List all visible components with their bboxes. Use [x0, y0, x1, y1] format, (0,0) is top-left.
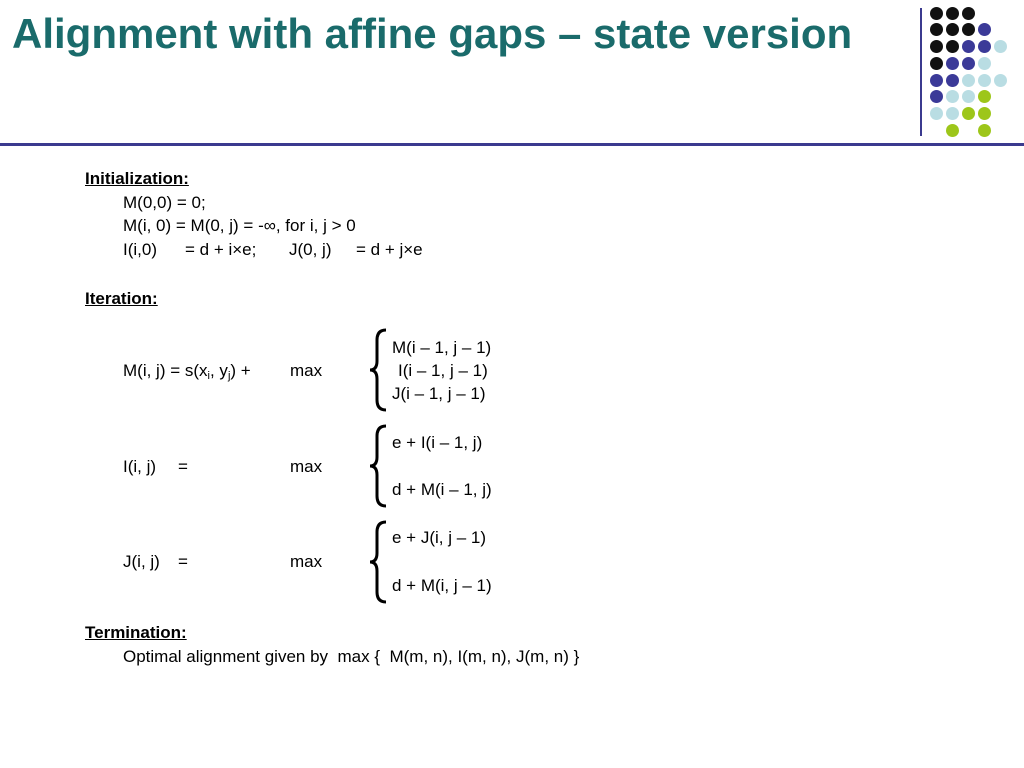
- dot: [962, 40, 975, 53]
- dot: [946, 90, 959, 103]
- dot: [962, 90, 975, 103]
- init-line-3-j-value: = d + j×e: [356, 240, 423, 259]
- dot: [962, 107, 975, 120]
- m-lhs-part-a: M(i, j) = s(x: [123, 361, 208, 380]
- dot: [978, 40, 991, 53]
- i-option-2: d + M(i – 1, j): [392, 480, 492, 499]
- init-line-2: M(i, 0) = M(0, j) = -∞, for i, j > 0: [123, 216, 356, 235]
- x-subscript: i: [207, 370, 210, 382]
- dot: [930, 7, 943, 20]
- m-max-label: max: [290, 361, 323, 380]
- init-line-3-j: J(0, j): [289, 240, 332, 259]
- m-lhs-part-c: ) +: [230, 361, 251, 380]
- termination-line: Optimal alignment given by max { M(m, n), I(m, n), J(m, n) }: [123, 647, 580, 666]
- dot: [962, 23, 975, 36]
- dot: [978, 107, 991, 120]
- init-line-1: M(0,0) = 0;: [123, 193, 206, 212]
- dot: [930, 107, 943, 120]
- j-brace: [368, 520, 390, 604]
- decorative-dot-grid: [0, 0, 1024, 150]
- dot: [978, 23, 991, 36]
- i-option-1: e + I(i – 1, j): [392, 433, 483, 452]
- i-recurrence-equals: =: [178, 457, 188, 476]
- dot: [946, 7, 959, 20]
- dot: [930, 23, 943, 36]
- termination-heading: Termination:: [85, 623, 187, 642]
- dot: [930, 57, 943, 70]
- m-lhs-part-b: , y: [209, 361, 228, 380]
- i-recurrence-lhs: I(i, j): [123, 457, 157, 476]
- dot: [962, 57, 975, 70]
- dot: [978, 124, 991, 137]
- m-option-2: I(i – 1, j – 1): [398, 361, 488, 380]
- slide-title: Alignment with affine gaps – state version: [12, 10, 853, 57]
- dot: [994, 40, 1007, 53]
- iteration-heading: Iteration:: [85, 289, 158, 308]
- dot: [946, 57, 959, 70]
- j-recurrence-equals: =: [178, 552, 188, 571]
- i-brace: [368, 424, 390, 508]
- m-brace: [368, 328, 390, 412]
- j-option-2: d + M(i, j – 1): [392, 576, 492, 595]
- dot: [946, 107, 959, 120]
- dot: [946, 74, 959, 87]
- m-option-1: M(i – 1, j – 1): [392, 338, 492, 357]
- dot: [962, 7, 975, 20]
- dot: [930, 90, 943, 103]
- y-subscript: j: [227, 370, 231, 382]
- dot: [930, 74, 943, 87]
- j-option-1: e + J(i, j – 1): [392, 528, 487, 547]
- j-recurrence-lhs: J(i, j): [123, 552, 160, 571]
- init-line-3-i-value: = d + i×e;: [185, 240, 257, 259]
- dot: [994, 74, 1007, 87]
- initialization-heading: Initialization:: [85, 169, 189, 188]
- dot: [978, 57, 991, 70]
- init-line-3-i: I(i,0): [123, 240, 157, 259]
- dot: [946, 124, 959, 137]
- dot: [978, 74, 991, 87]
- dot: [962, 74, 975, 87]
- j-max-label: max: [290, 552, 323, 571]
- dot: [946, 40, 959, 53]
- dot: [946, 23, 959, 36]
- m-option-3: J(i – 1, j – 1): [392, 384, 486, 403]
- dot: [930, 40, 943, 53]
- dot: [978, 90, 991, 103]
- i-max-label: max: [290, 457, 323, 476]
- m-recurrence-lhs: [123, 361, 251, 381]
